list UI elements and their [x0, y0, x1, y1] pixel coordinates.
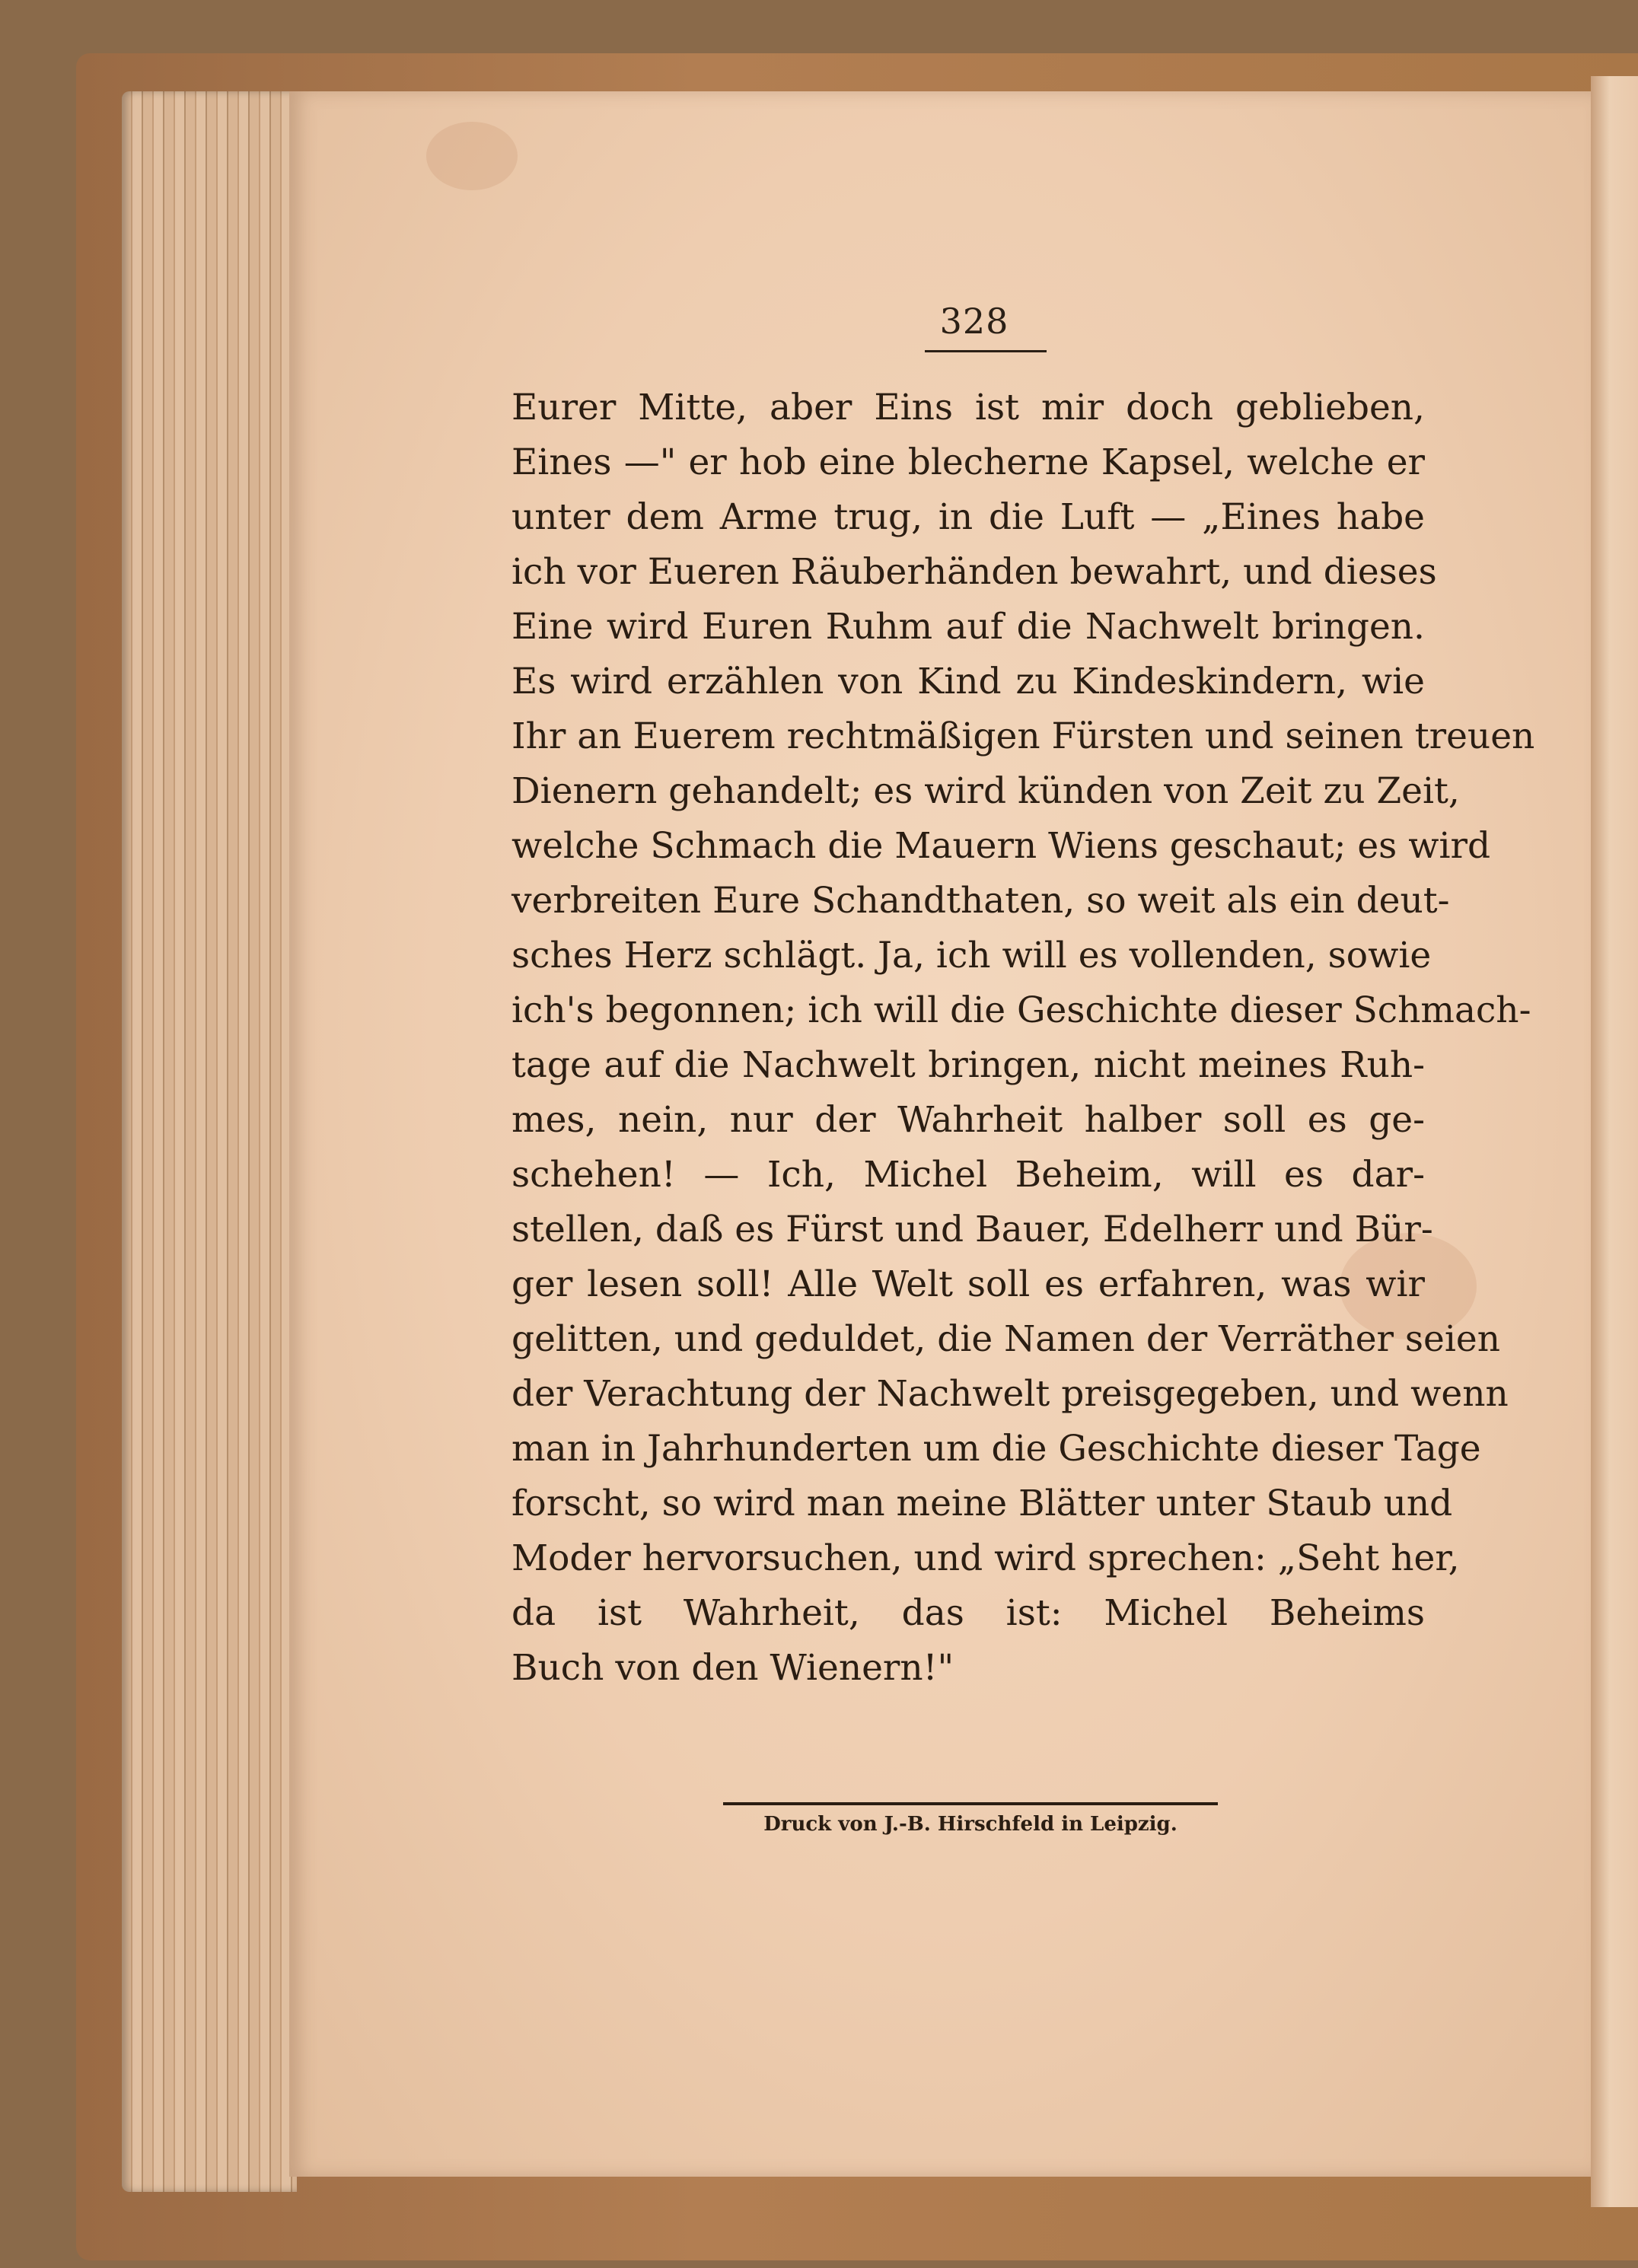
text-line: Buch von den Wienern!" — [511, 1647, 954, 1689]
text-line: mes, nein, nur der Wahrheit halber soll es ge- — [511, 1099, 1425, 1141]
text-line: ich vor Eueren Räuberhänden bewahrt, und dieses — [511, 551, 1437, 593]
text-line: tage auf die Nachwelt bringen, nicht meines Ruh- — [511, 1044, 1425, 1086]
text-line: Eines —" er hob eine blecherne Kapsel, welche er — [511, 441, 1425, 483]
page-number: 328 — [939, 301, 1009, 342]
text-line: der Verachtung der Nachwelt preisgegeben, und wenn — [511, 1373, 1509, 1415]
text-line: Ihr an Euerem rechtmäßigen Fürsten und seinen treuen — [511, 715, 1535, 757]
printer-imprint: Druck von J.-B. Hirschfeld in Leipzig. — [763, 1813, 1178, 1836]
text-line: gelitten, und geduldet, die Namen der Verräther seien — [511, 1318, 1500, 1360]
text-line: sches Herz schlägt. Ja, ich will es vollenden, sowie — [511, 935, 1432, 976]
paper-stain — [426, 122, 518, 190]
text-line: forscht, so wird man meine Blätter unter Staub und — [511, 1483, 1453, 1524]
next-page-edge — [1591, 76, 1638, 2207]
text-line: Es wird erzählen von Kind zu Kindeskindern, wie — [511, 661, 1425, 702]
page-body-text — [511, 381, 1535, 1696]
text-line: Eurer Mitte, aber Eins ist mir doch geblieben, — [511, 387, 1425, 428]
text-line: ich's begonnen; ich will die Geschichte dieser Schmach- — [511, 989, 1531, 1031]
text-line: Dienern gehandelt; es wird künden von Zeit zu Zeit, — [511, 770, 1460, 812]
text-line: stellen, daß es Fürst und Bauer, Edelherr und Bür- — [511, 1209, 1433, 1250]
page-fore-edge — [122, 91, 297, 2192]
text-line: schehen! — Ich, Michel Beheim, will es dar- — [511, 1154, 1425, 1196]
text-line: welche Schmach die Mauern Wiens geschaut; es wird — [511, 825, 1491, 867]
text-line: man in Jahrhunderten um die Geschichte dieser Tage — [511, 1428, 1481, 1470]
text-line: Eine wird Euren Ruhm auf die Nachwelt bringen. — [511, 606, 1425, 648]
page-number-rule — [925, 350, 1047, 352]
text-line: ger lesen soll! Alle Welt soll es erfahren, was wir — [511, 1263, 1425, 1305]
text-line: Moder hervorsuchen, und wird sprechen: „Seht her, — [511, 1537, 1460, 1579]
text-line: unter dem Arme trug, in die Luft — „Eines habe — [511, 496, 1425, 538]
footer-rule — [723, 1802, 1218, 1805]
text-line: verbreiten Eure Schandthaten, so weit als ein deut- — [511, 880, 1450, 922]
text-line: da ist Wahrheit, das ist: Michel Beheims — [511, 1592, 1425, 1634]
